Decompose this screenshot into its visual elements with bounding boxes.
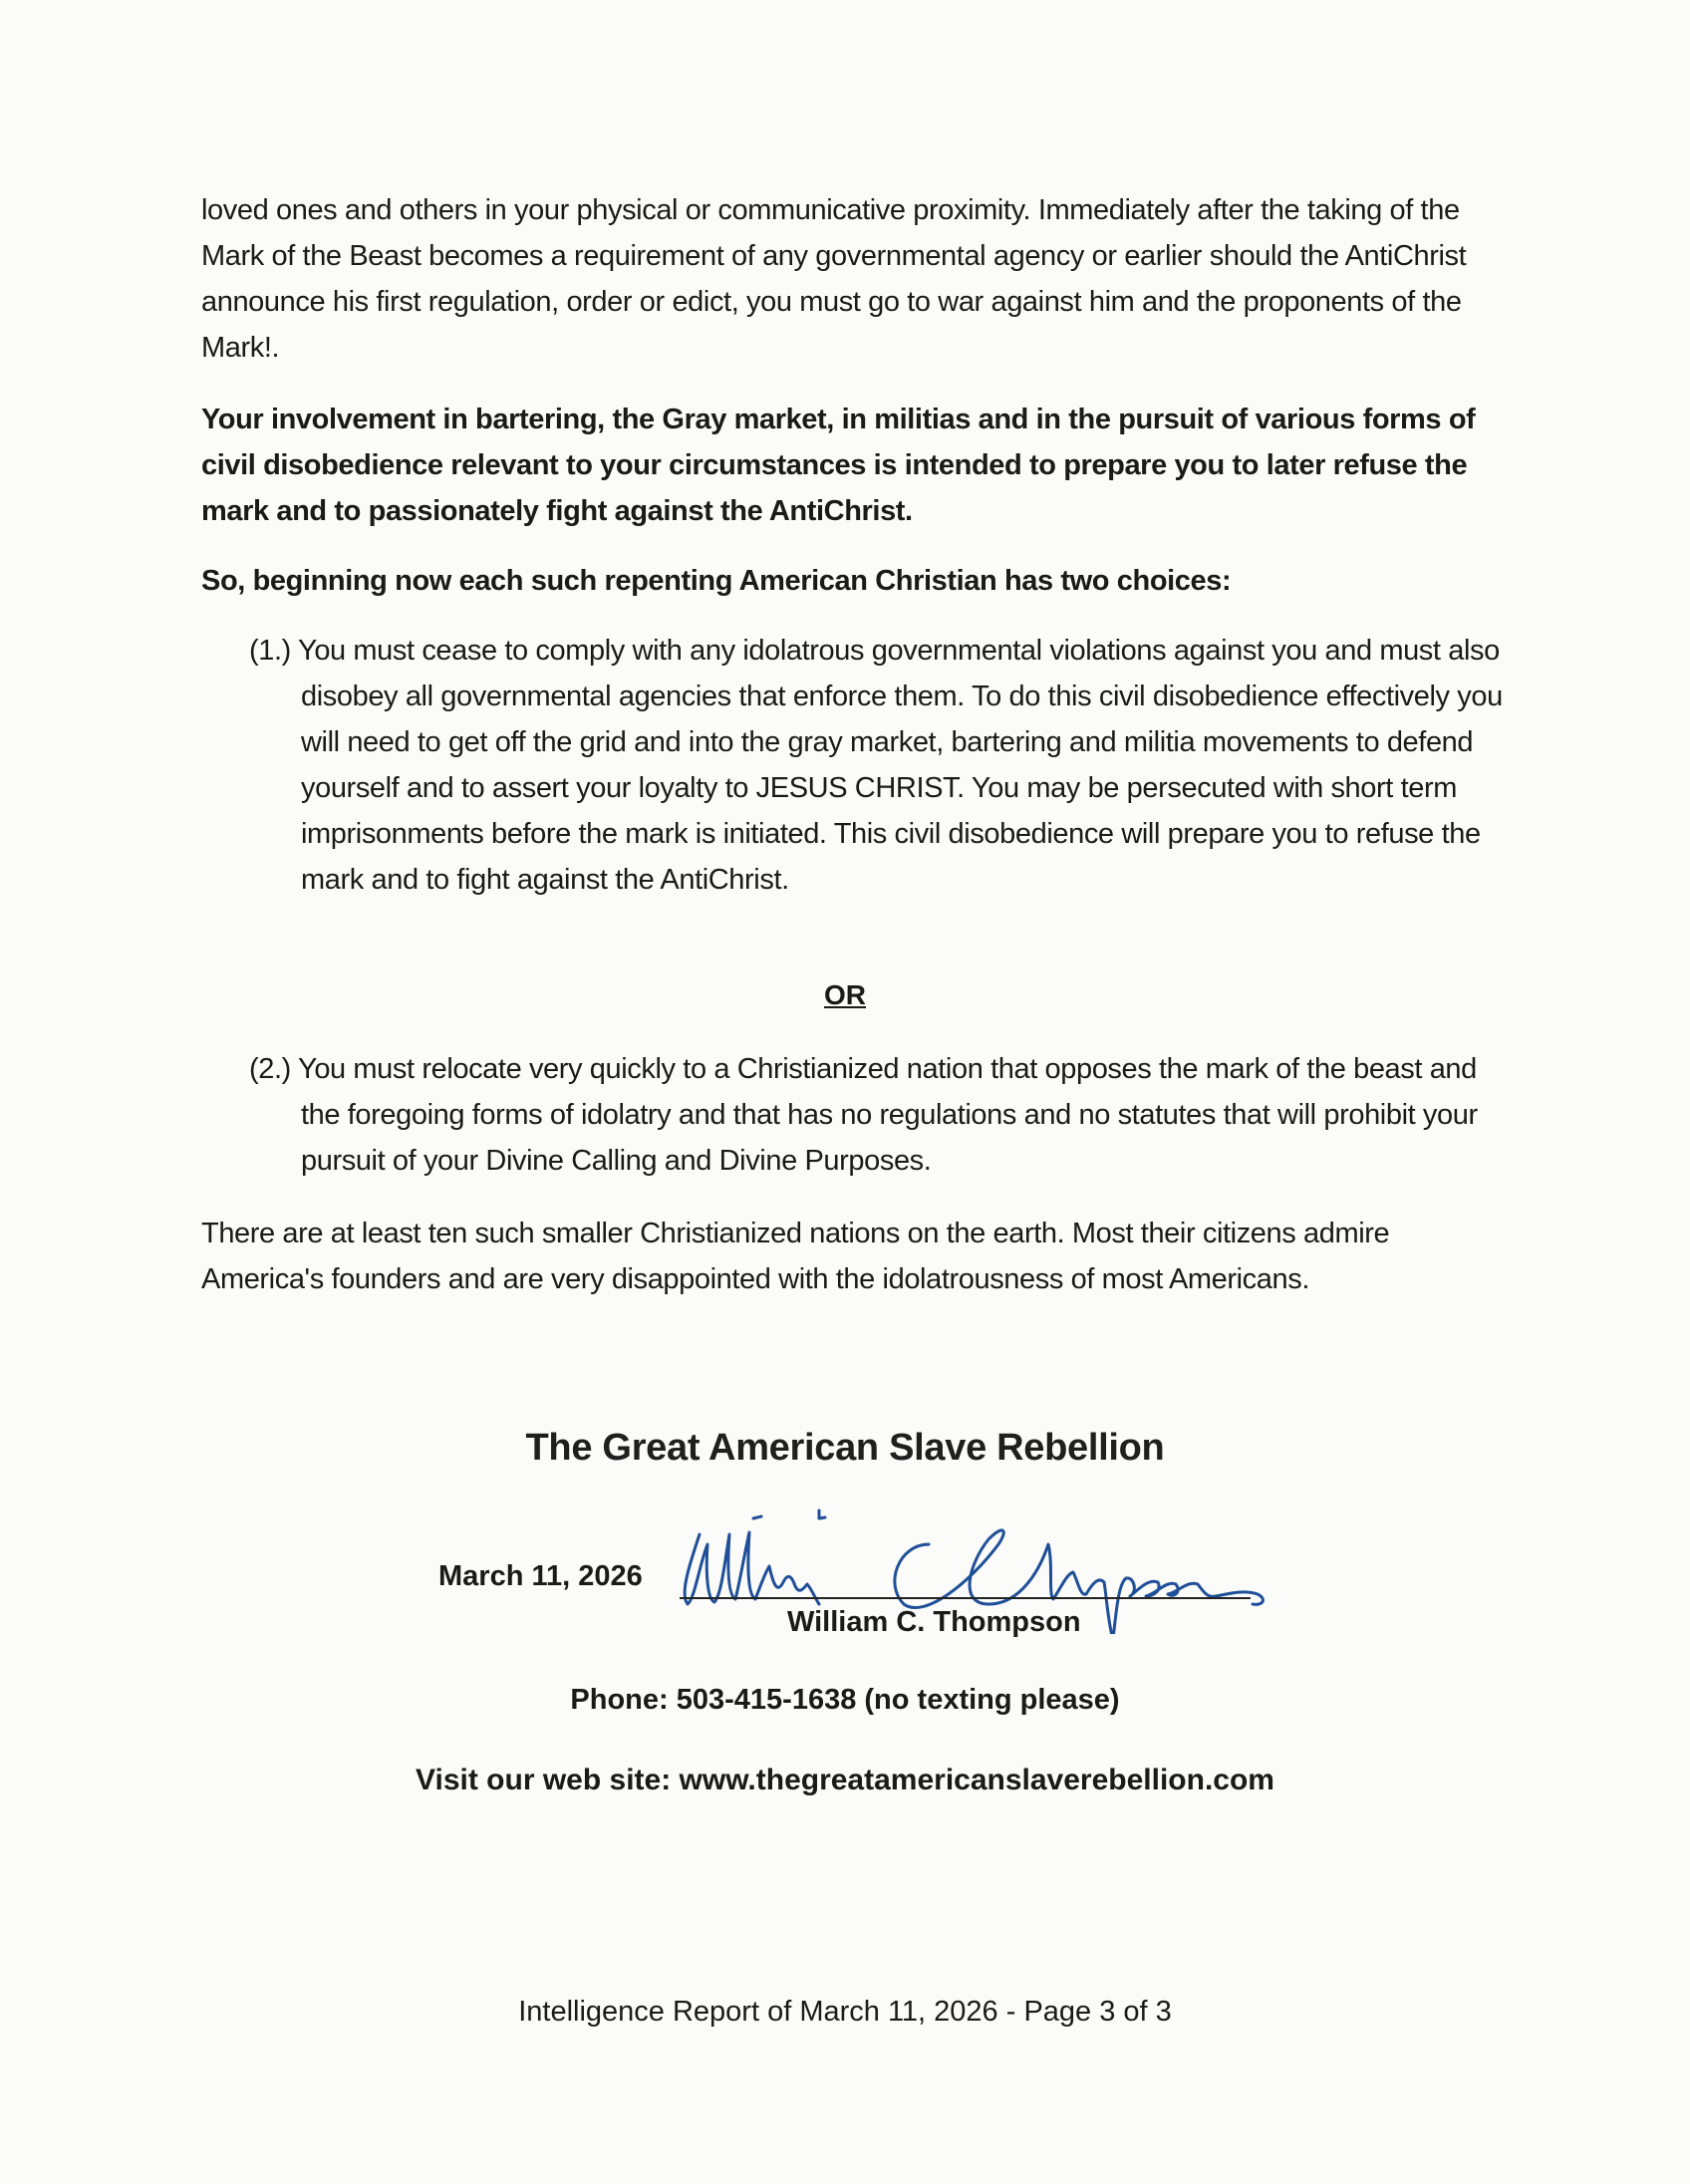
signature-date: March 11, 2026: [438, 1560, 643, 1592]
choice-item-2: (2.) You must relocate very quickly to a Christianized nation that opposes the mark of the beast and the foregoing forms of idolatry and that has no regulations and no statutes that will prohibit your pursuit of your Divine Calling and Divine Purposes.: [249, 1053, 1478, 1177]
signature-line: [680, 1597, 1251, 1599]
page-footer: Intelligence Report of March 11, 2026 - Page 3 of 3: [518, 1996, 1172, 2028]
contact-website[interactable]: Visit our web site: www.thegreatamericanslaverebellion.com: [416, 1764, 1274, 1796]
paragraph-choices-lead: So, beginning now each such repenting American Christian has two choices:: [201, 565, 1232, 597]
signature-tick-stroke: [819, 1510, 825, 1518]
choice-item-1: (1.) You must cease to comply with any idolatrous governmental violations against you and must also disobey all governmental agencies that enforce them. To do this civil disobedience effectively you will need to get off the grid and into the gray market, bartering and militia movements to defend yourself and to assert your loyalty to JESUS CHRIST. You may be persecuted with short term imprisonments before the mark is initiated. This civil disobedience will prepare you to refuse the mark and to fight against the AntiChrist.: [249, 635, 1503, 896]
organization-title: The Great American Slave Rebellion: [525, 1427, 1165, 1469]
paragraph-nations: There are at least ten such smaller Christianized nations on the earth. Most their citizens admire America's founders and are very disappointed with the idolatrousness of most Americans.: [201, 1218, 1390, 1295]
paragraph-involvement: Your involvement in bartering, the Gray market, in militias and in the pursuit of various forms of civil disobedience relevant to your circumstances is intended to prepare you to later refuse the mark and to passionately fight against the AntiChrist.: [201, 404, 1476, 527]
signature-first-name-stroke: [685, 1532, 819, 1604]
signer-name: William C. Thompson: [787, 1606, 1081, 1638]
or-separator: OR: [824, 979, 866, 1010]
signature-dot-stroke: [753, 1516, 761, 1518]
paragraph-intro: loved ones and others in your physical or communicative proximity. Immediately after the taking of the Mark of the Beast becomes a requirement of any governmental agency or earlier should the AntiChrist announce his first regulation, order or edict, you must go to war against him and the proponents of the Mark!.: [201, 194, 1467, 364]
contact-phone: Phone: 503-415-1638 (no texting please): [570, 1684, 1120, 1716]
